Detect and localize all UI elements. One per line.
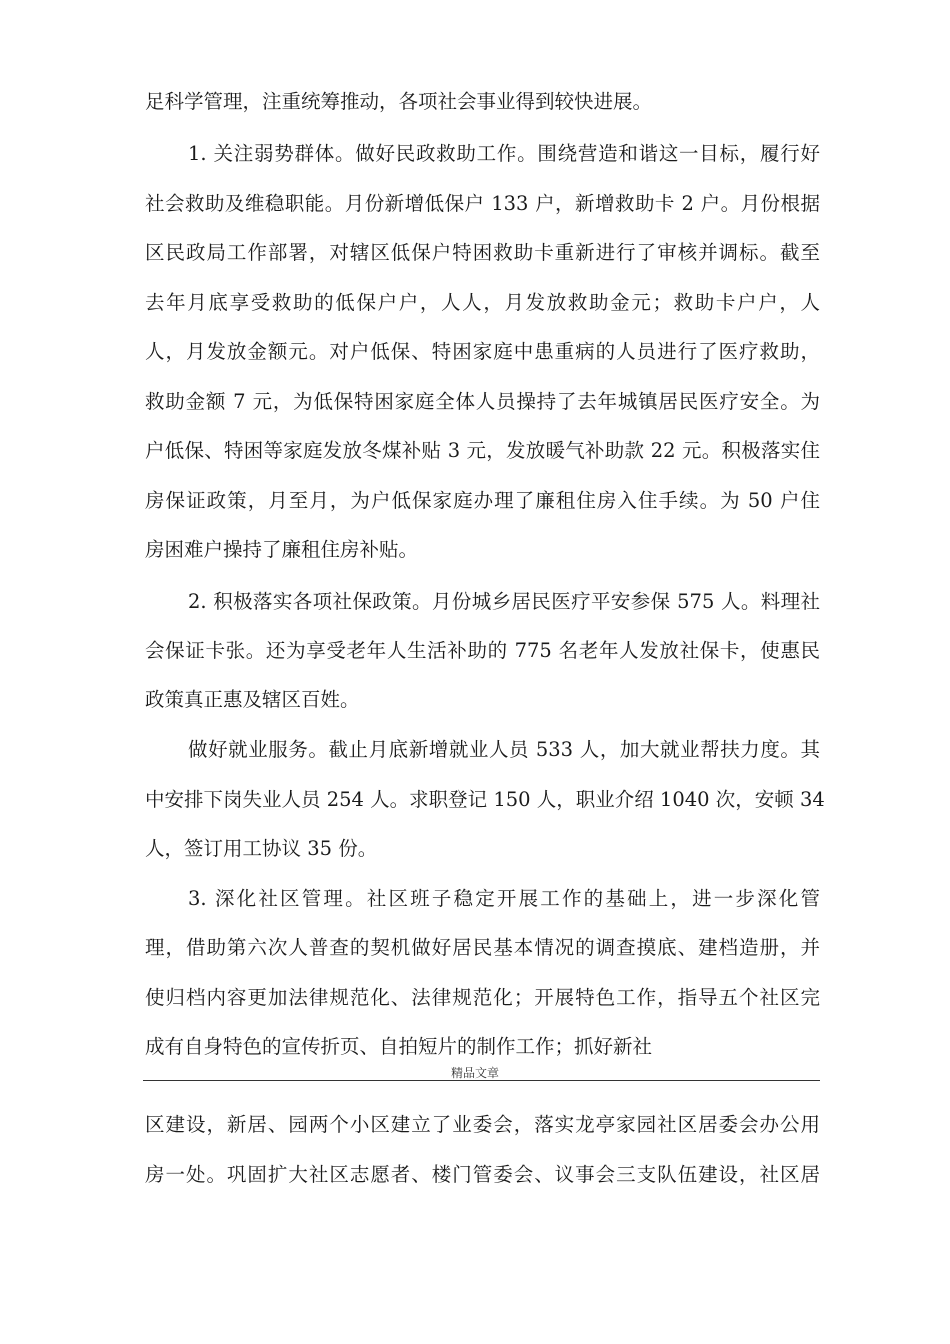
text-line: 区建设，新居、园两个小区建立了业委会，落实龙亭家园社区居委会办公用 [145,1113,820,1136]
text-line: 足科学管理，注重统筹推动，各项社会事业得到较快进展。 [145,90,653,113]
text-line: 人，签订用工协议 35 份。 [145,837,378,860]
text-line: 房一处。巩固扩大社区志愿者、楼门管委会、议事会三支队伍建设，社区居 [145,1163,820,1186]
text-line: 区民政局工作部署，对辖区低保户特困救助卡重新进行了审核并调标。截至 [145,241,820,264]
text-line: 1. 关注弱势群体。做好民政救助工作。围绕营造和谐这一目标，履行好 [188,142,820,165]
text-line: 做好就业服务。截止月底新增就业人员 533 人，加大就业帮扶力度。其 [188,738,820,761]
text-line: 使归档内容更加法律规范化、法律规范化；开展特色工作，指导五个社区完 [145,986,820,1009]
text-line: 会保证卡张。还为享受老年人生活补助的 775 名老年人发放社保卡，使惠民 [145,639,820,662]
text-line: 社会救助及维稳职能。月份新增低保户 133 户，新增救助卡 2 户。月份根据 [145,192,820,215]
text-line: 去年月底享受救助的低保户户，人人，月发放救助金元；救助卡户户，人 [145,291,820,314]
page-footer-label: 精品文章 [450,1066,499,1080]
text-line: 救助金额 7 元，为低保特困家庭全体人员操持了去年城镇居民医疗安全。为 [145,390,820,413]
text-line: 政策真正惠及辖区百姓。 [145,688,360,711]
text-line: 房保证政策，月至月，为户低保家庭办理了廉租住房入住手续。为 50 户住 [145,489,820,512]
text-line: 2. 积极落实各项社保政策。月份城乡居民医疗平安参保 575 人。料理社 [188,590,820,613]
text-line: 成有自身特色的宣传折页、自拍短片的制作工作；抓好新社 [145,1035,653,1058]
text-line: 中安排下岗失业人员 254 人。求职登记 150 人，职业介绍 1040 次，安顿 34 [145,788,825,811]
text-line: 户低保、特困等家庭发放冬煤补贴 3 元，发放暖气补助款 22 元。积极落实住 [145,439,820,462]
text-line: 3. 深化社区管理。社区班子稳定开展工作的基础上，进一步深化管 [188,887,820,910]
text-line: 理，借助第六次人普查的契机做好居民基本情况的调查摸底、建档造册，并 [145,936,820,959]
footer-divider [143,1080,820,1081]
text-line: 房困难户操持了廉租住房补贴。 [145,538,419,561]
text-line: 人，月发放金额元。对户低保、特困家庭中患重病的人员进行了医疗救助， [145,340,820,363]
